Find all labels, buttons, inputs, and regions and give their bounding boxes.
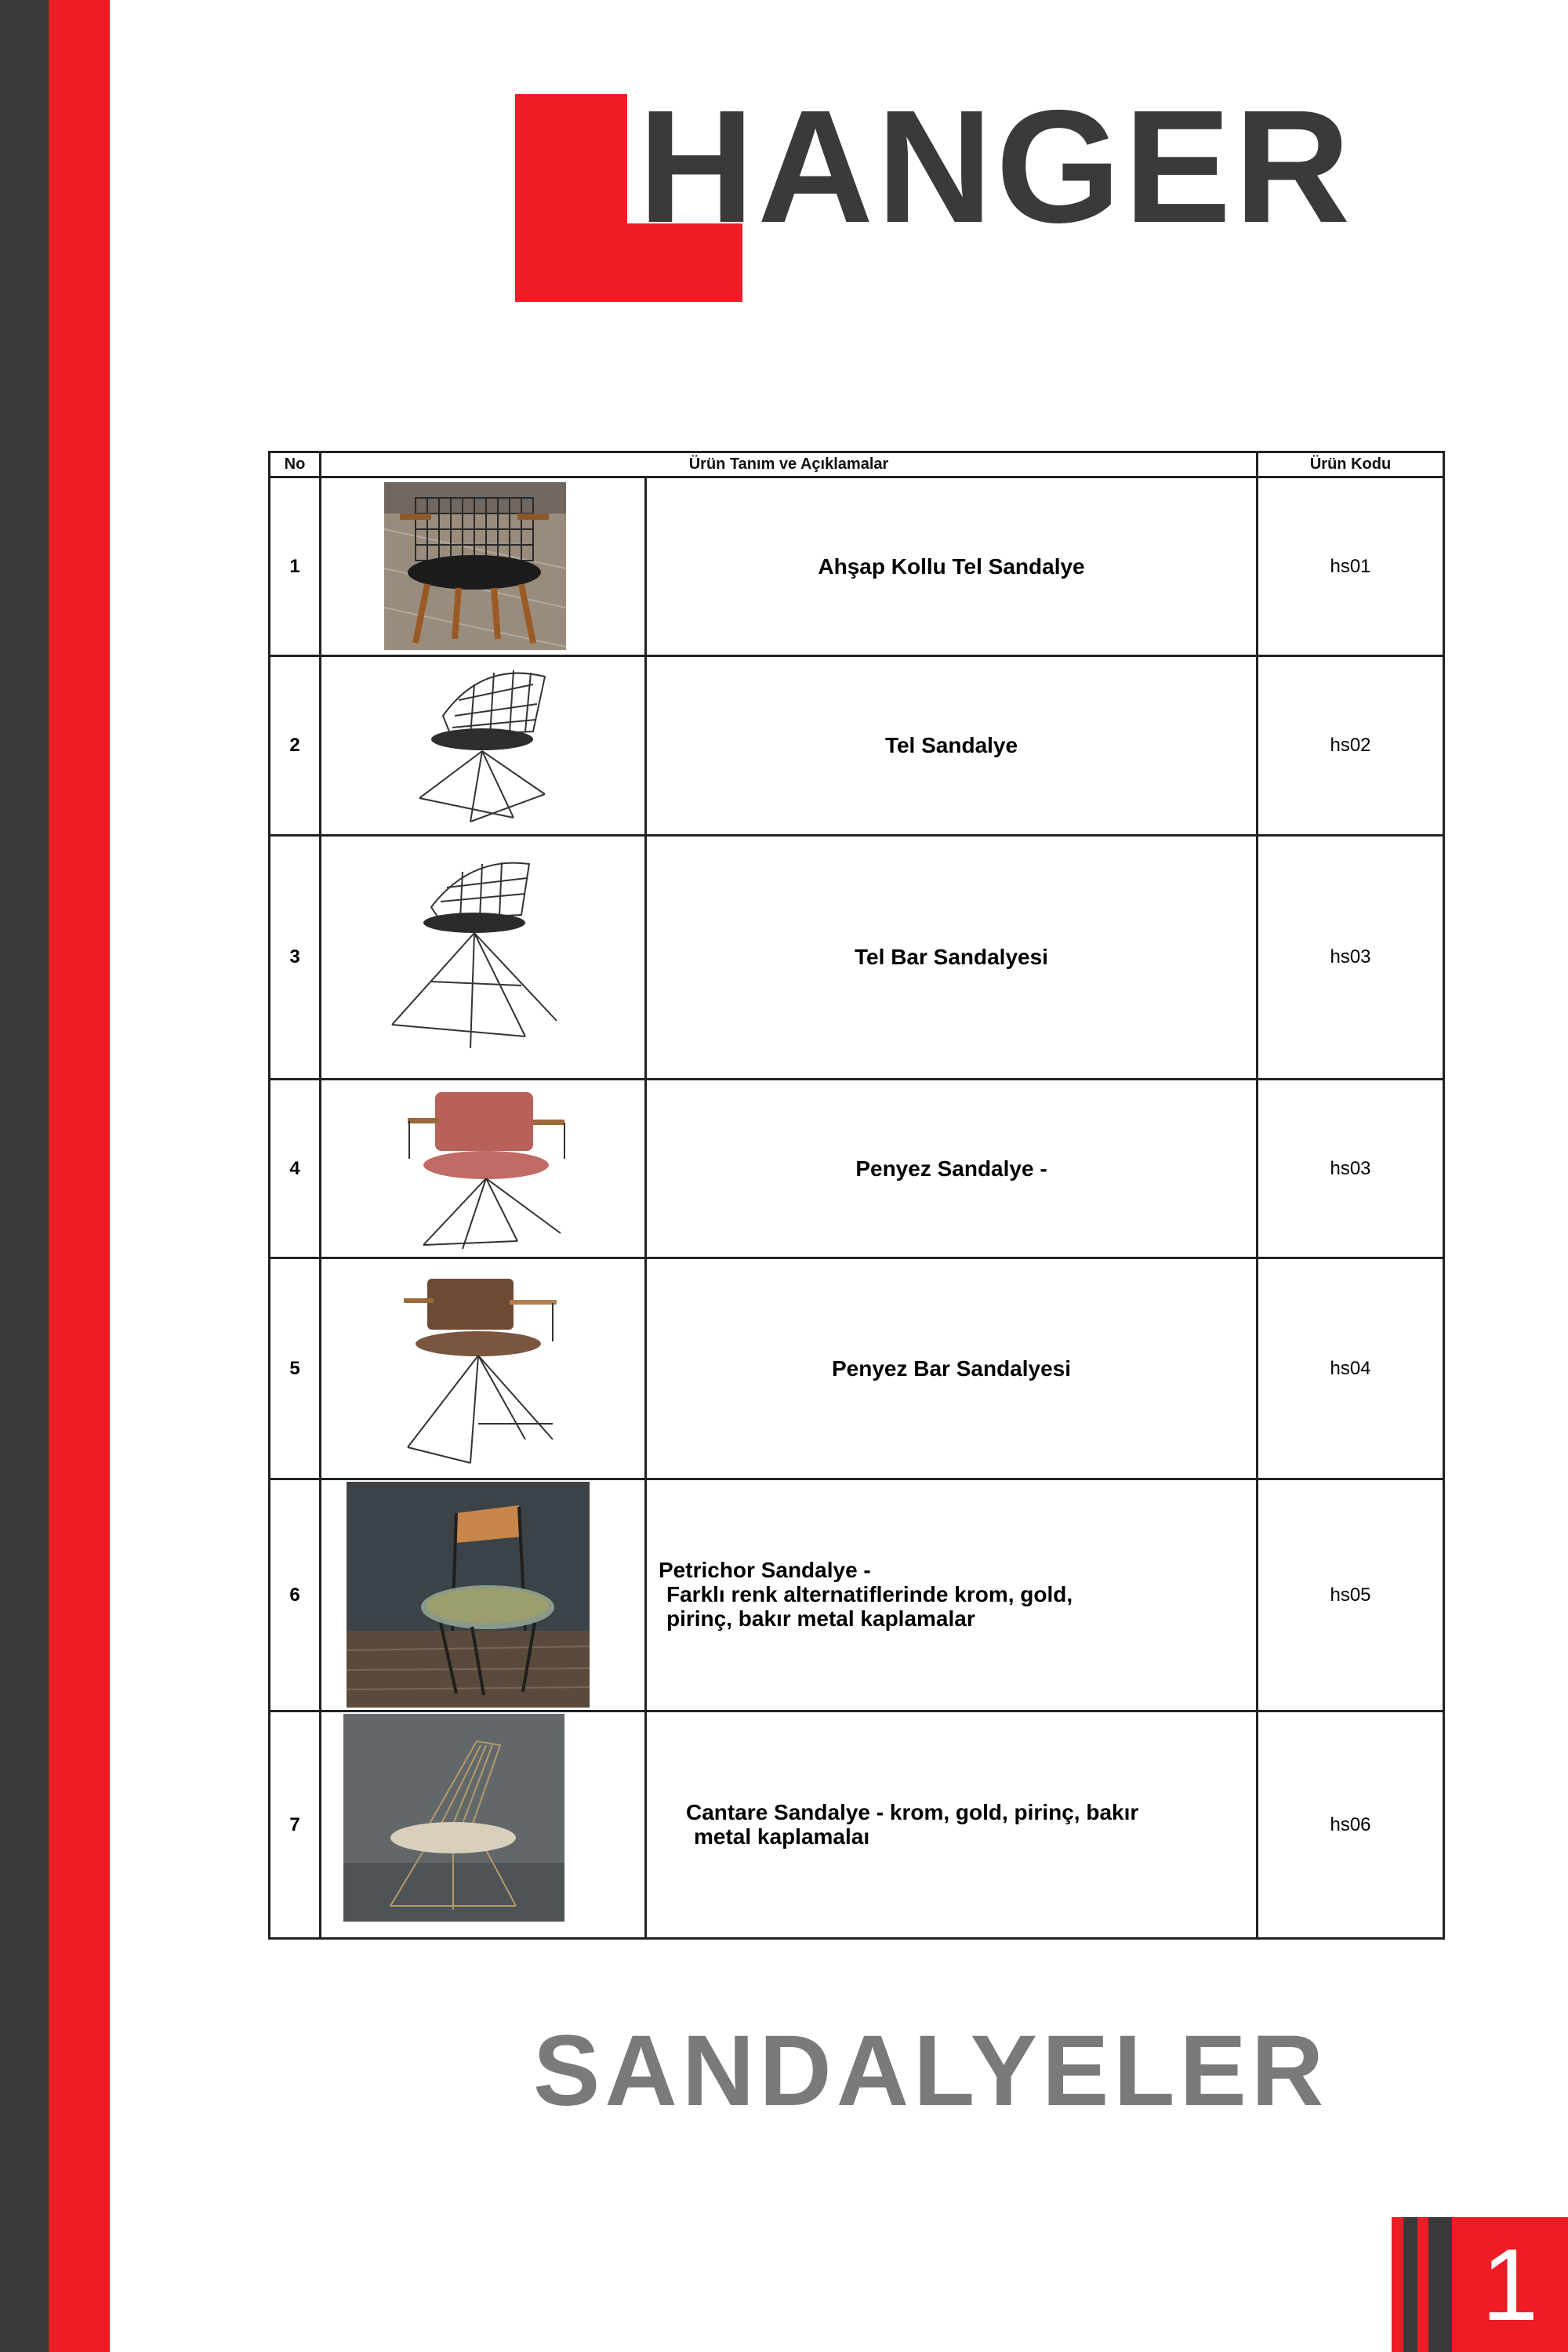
- product-description: Penyez Bar Sandalyesi: [646, 1258, 1258, 1479]
- product-code: hs02: [1258, 656, 1444, 836]
- table-row: [270, 1711, 1444, 1939]
- product-image-cell: [321, 1711, 646, 1939]
- product-photo-upholstered-chair: [400, 1088, 572, 1253]
- product-photo-petrichor-chair: [347, 1482, 590, 1708]
- row-number: 7: [270, 1711, 321, 1939]
- section-title: SANDALYELER: [533, 2015, 1329, 2127]
- table-row: [270, 1080, 1444, 1258]
- row-number: 2: [270, 656, 321, 836]
- row-number: 3: [270, 836, 321, 1080]
- product-code: hs01: [1258, 477, 1444, 656]
- product-code: hs05: [1258, 1479, 1444, 1711]
- product-code: hs06: [1258, 1711, 1444, 1939]
- description-line: Cantare Sandalye - krom, gold, pirinç, bakır: [686, 1799, 1139, 1824]
- product-description: Penyez Sandalye -: [646, 1080, 1258, 1258]
- row-number: 5: [270, 1258, 321, 1479]
- table-row: [270, 836, 1444, 1080]
- product-code: hs03: [1258, 1080, 1444, 1258]
- table-header-row: [270, 452, 1444, 477]
- description-line: Petrichor Sandalye -: [659, 1558, 871, 1583]
- page-number-stripe: [1417, 2217, 1428, 2352]
- product-photo-cantare-chair: [343, 1714, 564, 1922]
- product-table: [268, 451, 1445, 1940]
- product-image-cell: [321, 1258, 646, 1479]
- row-number: 1: [270, 477, 321, 656]
- table-row: [270, 477, 1444, 656]
- description-line: metal kaplamalaı: [694, 1824, 870, 1849]
- product-photo-wire-bar-stool: [384, 856, 572, 1060]
- description-line: Farklı renk alternatiflerinde krom, gold,: [666, 1582, 1073, 1607]
- product-description: [646, 1479, 1258, 1711]
- product-image-cell: [321, 836, 646, 1080]
- product-photo-wire-armchair: [384, 482, 566, 650]
- left-red-stripe: [49, 0, 110, 2352]
- header-description: Ürün Tanım ve Açıklamalar: [321, 452, 1258, 477]
- product-description: Tel Bar Sandalyesi: [646, 836, 1258, 1080]
- product-image-cell: [321, 1479, 646, 1711]
- product-image-cell: [321, 477, 646, 656]
- header-no: No: [270, 452, 321, 477]
- product-description: [646, 1711, 1258, 1939]
- description-line: pirinç, bakır metal kaplamalar: [666, 1606, 975, 1631]
- page-number: 1: [1452, 2217, 1568, 2352]
- page-number-stripe: [1403, 2217, 1417, 2352]
- table-row: [270, 1479, 1444, 1711]
- header-code: Ürün Kodu: [1258, 452, 1444, 477]
- product-photo-wire-chair: [396, 661, 568, 829]
- table-row: [270, 656, 1444, 836]
- table-row: [270, 1258, 1444, 1479]
- product-photo-upholstered-bar-stool: [400, 1275, 568, 1467]
- product-image-cell: [321, 1080, 646, 1258]
- row-number: 6: [270, 1479, 321, 1711]
- product-code: hs03: [1258, 836, 1444, 1080]
- row-number: 4: [270, 1080, 321, 1258]
- left-dark-stripe: [0, 0, 49, 2352]
- hanger-logo: [515, 77, 1354, 306]
- page-number-stripe: [1392, 2217, 1403, 2352]
- page-number-stripe: [1428, 2217, 1452, 2352]
- product-code: hs04: [1258, 1258, 1444, 1479]
- product-image-cell: [321, 656, 646, 836]
- product-description: Tel Sandalye: [646, 656, 1258, 836]
- product-description: Ahşap Kollu Tel Sandalye: [646, 477, 1258, 656]
- logo-wordmark: HANGER: [638, 77, 1354, 256]
